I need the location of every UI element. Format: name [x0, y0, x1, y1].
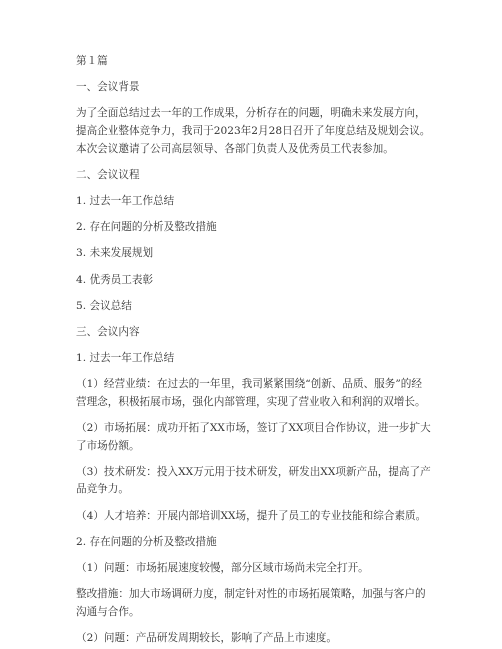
agenda-item: 1. 过去一年工作总结 [76, 194, 175, 207]
content-paragraph: （1）问题：市场拓展速度较慢，部分区域市场尚未完全打开。 [76, 561, 369, 574]
section-heading-content: 三、会议内容 [76, 325, 140, 338]
content-paragraph: （1）经营业绩：在过去的一年里，我司紧紧围绕“创新、品质、服务”的经营理念，积极拓展市场，强化内部管理，实现了营业收入和利润的双增长。 [76, 378, 426, 408]
document-page [76, 53, 432, 648]
agenda-item: 4. 优秀员工表彰 [76, 273, 154, 286]
content-paragraph: （3）技术研发：投入XX万元用于技术研发，研发出XX项新产品，提高了产品竞争力。 [76, 465, 431, 496]
part-title: 第１篇 [76, 55, 108, 67]
agenda-item: 3. 未来发展规划 [76, 247, 154, 260]
content-paragraph: （2）市场拓展：成功开拓了XX市场，签订了XX项目合作协议，进一步扩大了市场份额。 [76, 422, 431, 452]
background-paragraph: 为了全面总结过去一年的工作成果，分析存在的问题，明确未来发展方向，提高企业整体竞争力，我司于2023年2月28日召开了年度总结及规划会议。本次会议邀请了公司高层领导、各部门负责人及优秀员工代表参加。 [76, 107, 431, 155]
section-heading-agenda: 二、会议议程 [76, 168, 140, 181]
section-heading-background: 一、会议背景 [76, 81, 140, 94]
content-paragraph: 整改措施：加大市场调研力度，制定针对性的市场拓展策略，加强与客户的沟通与合作。 [76, 588, 426, 618]
subsection-heading: 2. 存在问题的分析及整改措施 [76, 535, 217, 548]
agenda-item: 5. 会议总结 [76, 299, 132, 312]
agenda-item: 2. 存在问题的分析及整改措施 [76, 221, 217, 234]
content-paragraph: （4）人才培养：开展内部培训XX场，提升了员工的专业技能和综合素质。 [76, 509, 427, 522]
subsection-heading: 1. 过去一年工作总结 [76, 352, 175, 365]
content-paragraph: （2）问题：产品研发周期较长，影响了产品上市速度。 [76, 631, 337, 644]
